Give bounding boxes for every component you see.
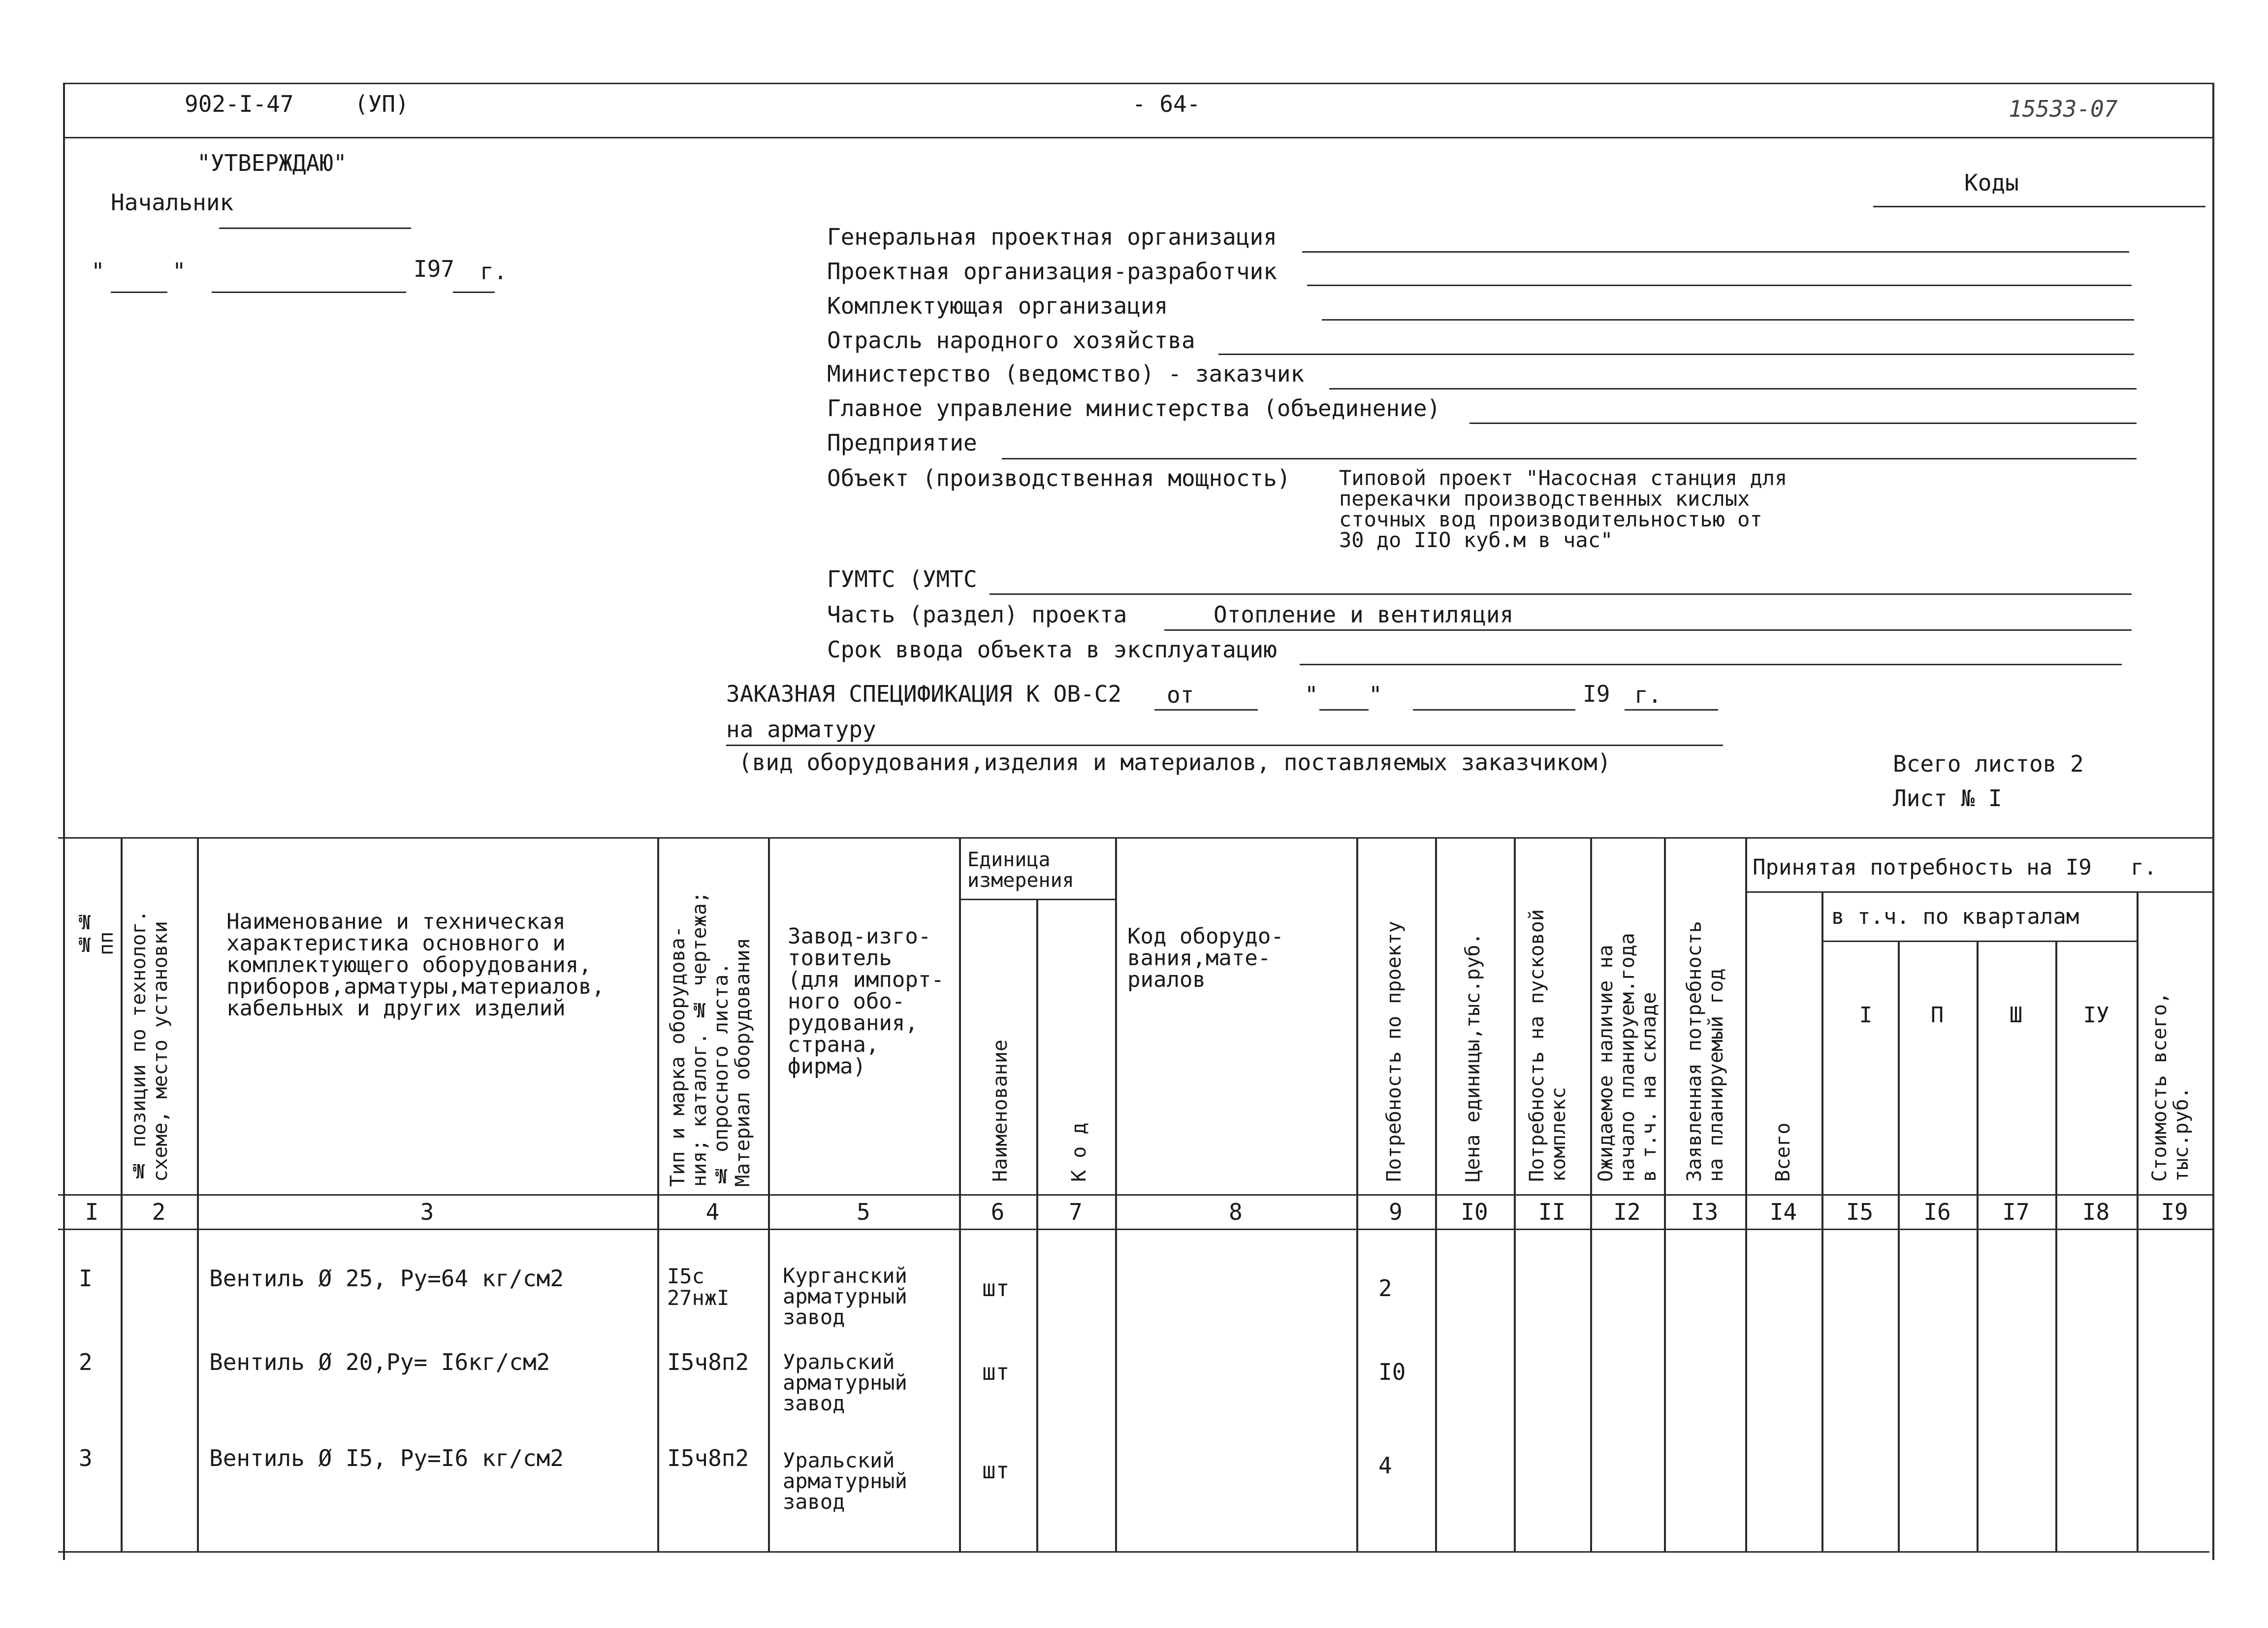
project-part-line[interactable] <box>1164 629 2132 631</box>
col-line-12 <box>1664 837 1666 1551</box>
header-col-6: Наименование <box>989 1040 1012 1182</box>
form-line-ministry[interactable] <box>1329 388 2137 390</box>
page-number: - 64- <box>1132 91 1201 117</box>
total-sheets: Всего листов 2 <box>1893 750 2084 777</box>
approval-stamp: "УТВЕРЖДАЮ" <box>197 150 347 176</box>
col-line-8 <box>1356 837 1358 1551</box>
col-line-10 <box>1514 837 1516 1551</box>
column-number: I3 <box>1691 1199 1719 1225</box>
row-3-unit: шт <box>982 1457 1010 1484</box>
col-line-16 <box>1977 941 1979 1551</box>
accepted-header-line <box>1745 891 2214 893</box>
form-field-ministry: Министерство (ведомство) - заказчик <box>827 360 1305 387</box>
codes-line <box>1873 206 2205 207</box>
header-col-14: Всего <box>1772 1122 1794 1182</box>
frame-top-line <box>63 83 2214 84</box>
row-3-qty: 4 <box>1378 1452 1392 1479</box>
project-part-label: Часть (раздел) проекта <box>827 601 1127 628</box>
row-3-maker: Уральский арматурный завод <box>783 1448 907 1514</box>
date-year-line <box>453 292 495 293</box>
table-top-line <box>58 837 2214 839</box>
date-quote-close: " <box>172 258 186 285</box>
row-2-unit: шт <box>982 1359 1010 1385</box>
approval-year-suffix: г. <box>480 258 508 285</box>
header-accepted: Принятая потребность на I9 г. <box>1753 855 2157 880</box>
col-line-11 <box>1590 837 1592 1551</box>
col-line-15 <box>1898 941 1900 1551</box>
gumts-line[interactable] <box>990 593 2132 595</box>
spec-subject-line <box>726 745 1723 746</box>
form-line-design-org[interactable] <box>1307 285 2132 286</box>
row-1-unit: шт <box>982 1275 1010 1302</box>
col-line-7 <box>1115 837 1117 1551</box>
row-2-name: Вентиль Ø 20,Ру= I6кг/см2 <box>209 1349 550 1375</box>
spec-title: ЗАКАЗНАЯ СПЕЦИФИКАЦИЯ К ОВ-С2 <box>726 681 1122 707</box>
form-field-supply-org: Комплектующая организация <box>827 293 1168 319</box>
header-col-12: Ожидаемое наличие на начало планируем.года в т.ч. на складе <box>1595 933 1661 1182</box>
approval-name-line <box>219 228 411 229</box>
header-col-2: № позиции по технолог. схеме, место установки <box>128 910 172 1182</box>
column-number: I <box>85 1199 99 1225</box>
row-2-type: I5ч8п2 <box>667 1349 749 1375</box>
spec-number-line[interactable] <box>1154 709 1258 711</box>
form-line-general-org[interactable] <box>1302 251 2129 253</box>
commissioning-line[interactable] <box>1300 664 2122 665</box>
row-1-name: Вентиль Ø 25, Ру=64 кг/см2 <box>209 1265 564 1292</box>
row-3-name: Вентиль Ø I5, Ру=I6 кг/см2 <box>209 1445 564 1471</box>
column-number: I6 <box>1923 1199 1951 1225</box>
row-2-qty: I0 <box>1378 1359 1406 1385</box>
column-number: I9 <box>2161 1199 2188 1225</box>
commissioning-label: Срок ввода объекта в эксплуатацию <box>827 636 1277 663</box>
column-number: I0 <box>1461 1199 1488 1225</box>
column-number: 3 <box>420 1199 434 1225</box>
archive-number: 15533-07 <box>2009 96 2118 122</box>
gumts-label: ГУМТС (УМТС <box>827 566 977 592</box>
spec-subject: на арматуру <box>726 716 876 743</box>
spec-from: от <box>1167 682 1194 708</box>
form-line-enterprise[interactable] <box>1002 458 2137 459</box>
approval-head: Начальник <box>111 189 234 216</box>
header-col-7: К о д <box>1068 1122 1090 1182</box>
table-numbers-bottom-line <box>58 1229 2214 1230</box>
col-line-3 <box>657 837 659 1551</box>
form-line-directorate[interactable] <box>1469 423 2137 424</box>
header-col-3: Наименование и техническая характеристика основного и комплектующего оборудования, приборов,арматуры,материалов, кабельных и других изделий <box>226 909 605 1021</box>
header-q3: Ш <box>2009 1003 2023 1028</box>
header-col-1: №№ пп <box>73 910 118 955</box>
form-field-general-org: Генеральная проектная организация <box>827 224 1277 250</box>
header-q2: П <box>1930 1003 1944 1028</box>
col-line-17 <box>2055 941 2057 1551</box>
row-3-type: I5ч8п2 <box>667 1445 749 1471</box>
spec-subject-note: (вид оборудования,изделия и материалов, поставляемых заказчиком) <box>738 749 1611 776</box>
header-col-5: Завод-изго- товитель (для импорт- ного обо- рудования, страна, фирма) <box>788 924 944 1079</box>
project-part-value: Отопление и вентиляция <box>1214 601 1514 628</box>
row-1-qty: 2 <box>1378 1275 1392 1302</box>
col-line-5 <box>959 837 961 1551</box>
approval-year: I97 <box>414 256 455 282</box>
spec-day-line[interactable] <box>1319 709 1369 711</box>
object-label: Объект (производственная мощность) <box>827 465 1291 491</box>
header-col-10: Цена единицы,тыс.руб. <box>1462 933 1484 1182</box>
date-day-line <box>111 292 167 293</box>
form-line-supply-org[interactable] <box>1322 319 2134 321</box>
column-number: 2 <box>152 1199 166 1225</box>
col-line-13 <box>1745 837 1747 1551</box>
spec-year-suffix: г. <box>1634 682 1662 708</box>
frame-left-line <box>63 83 65 1560</box>
col-line-4 <box>768 837 770 1551</box>
header-q4: IУ <box>2083 1003 2109 1028</box>
header-col-8: Код оборудо- вания,мате- риалов <box>1127 924 1284 992</box>
column-number: I8 <box>2082 1199 2110 1225</box>
spec-quote-close: " <box>1369 682 1382 708</box>
col-line-2 <box>197 837 199 1551</box>
row-3-number: 3 <box>79 1445 93 1471</box>
row-1-number: I <box>79 1265 93 1292</box>
column-number: 8 <box>1229 1199 1243 1225</box>
sheet-number: Лист № I <box>1893 785 2002 812</box>
row-1-type: I5с 27нжI <box>667 1264 730 1310</box>
column-number: 6 <box>990 1199 1005 1225</box>
header-col-13: Заявленная потребность на планируемый год <box>1683 921 1727 1182</box>
col-line-6 <box>1036 899 1038 1551</box>
form-field-enterprise: Предприятие <box>827 429 977 456</box>
column-number: I4 <box>1769 1199 1797 1225</box>
header-unit: Единица измерения <box>967 848 1074 892</box>
date-quote-open: " <box>91 258 105 285</box>
date-month-line <box>212 292 406 293</box>
header-col-9: Потребность по проекту <box>1383 921 1406 1182</box>
frame-bottom-line <box>58 1551 2209 1553</box>
table-header-bottom-line <box>58 1194 2214 1196</box>
form-line-industry[interactable] <box>1218 354 2134 355</box>
row-1-maker: Курганский арматурный завод <box>783 1264 907 1329</box>
doc-code: 902-I-47 <box>185 91 294 117</box>
spec-month-line[interactable] <box>1413 709 1575 711</box>
column-number: 4 <box>705 1199 720 1225</box>
form-field-design-org: Проектная организация-разработчик <box>827 258 1277 285</box>
header-col-11: Потребность на пусковой комплекс <box>1526 909 1570 1182</box>
column-number: I5 <box>1846 1199 1874 1225</box>
form-field-directorate: Главное управление министерства (объединение) <box>827 395 1441 422</box>
row-2-maker: Уральский арматурный завод <box>783 1350 907 1415</box>
header-col-19: Стоимость всего, тыс.руб. <box>2148 992 2193 1182</box>
codes-label: Коды <box>1964 169 2019 196</box>
column-number: 7 <box>1069 1199 1083 1225</box>
column-number: II <box>1538 1199 1566 1225</box>
column-number: 9 <box>1389 1199 1403 1225</box>
frame-header-line <box>63 137 2214 138</box>
col-line-9 <box>1435 837 1437 1551</box>
album-number: (УП) <box>354 91 409 117</box>
column-number: I7 <box>2002 1199 2030 1225</box>
quarters-header-line <box>1821 941 2137 942</box>
header-q1: I <box>1859 1003 1873 1028</box>
frame-right-line <box>2212 83 2214 1560</box>
col-line-1 <box>121 837 123 1551</box>
row-2-number: 2 <box>79 1349 93 1375</box>
object-value: Типовой проект "Насосная станция для перекачки производственных кислых сточных вод производительностью от 30 до IIO куб.м в час" <box>1339 466 1788 552</box>
spec-quote-open: " <box>1305 682 1318 708</box>
header-col-4: Тип и марка оборудова- ния; каталог. № чертежа; № опросного листа. Материал оборудования <box>667 891 754 1187</box>
form-field-industry: Отрасль народного хозяйства <box>827 327 1195 354</box>
spec-year: I9 <box>1583 681 1610 707</box>
column-number: 5 <box>857 1199 870 1225</box>
header-quarters: в т.ч. по кварталам <box>1831 904 2079 929</box>
column-number: I2 <box>1613 1199 1641 1225</box>
spec-year-line[interactable] <box>1625 709 1718 711</box>
